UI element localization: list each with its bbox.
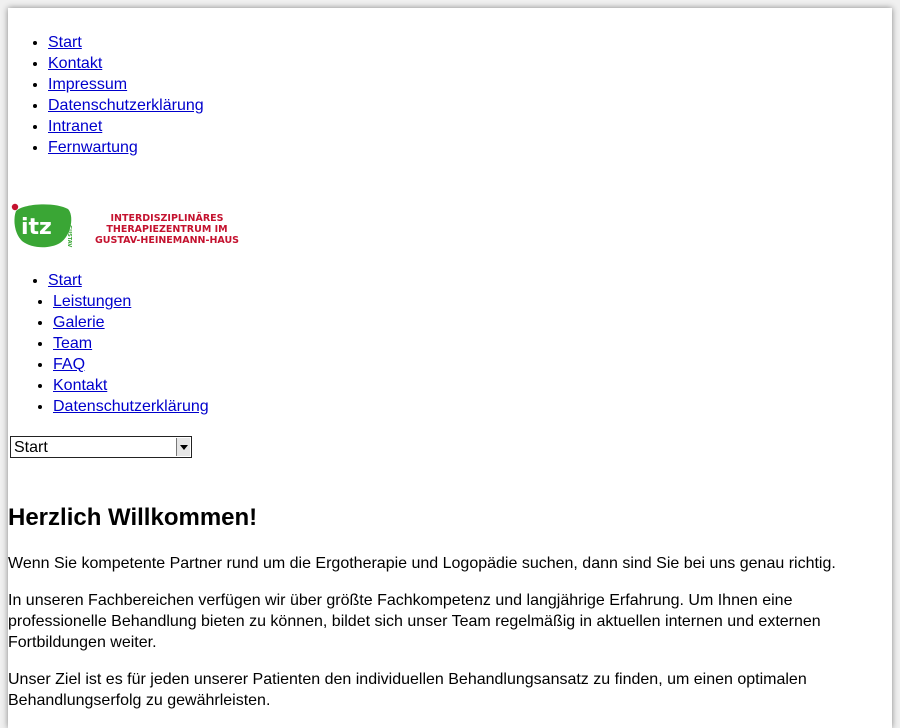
main-nav-link-faq[interactable]: FAQ bbox=[53, 356, 86, 373]
main-nav-link-galerie[interactable]: Galerie bbox=[53, 314, 105, 331]
top-nav-link-impressum[interactable]: Impressum bbox=[48, 76, 128, 93]
main-nav-link-start[interactable]: Start bbox=[48, 272, 82, 289]
main-nav-item bbox=[48, 270, 209, 417]
top-nav-item bbox=[48, 137, 204, 158]
main-nav-item bbox=[53, 333, 209, 354]
site-logo-link[interactable] bbox=[10, 201, 260, 253]
logo-line-2: THERAPIEZENTRUM IM bbox=[106, 224, 228, 235]
main-nav-item bbox=[53, 375, 209, 396]
page-title: Herzlich Willkommen! bbox=[8, 504, 258, 531]
main-nav bbox=[48, 270, 209, 417]
top-nav-item bbox=[48, 95, 204, 116]
main-nav-link-datenschutz[interactable]: Datenschutzerklärung bbox=[53, 398, 209, 415]
top-nav-item bbox=[48, 32, 204, 53]
main-nav-link-leistungen[interactable]: Leistungen bbox=[53, 293, 132, 310]
itz-logo-mark bbox=[12, 204, 72, 248]
logo-line-3: GUSTAV-HEINEMANN-HAUS bbox=[94, 235, 240, 246]
goal-paragraph: Unser Ziel ist es für jeden unserer Patienten den individuellen Behandlungsansatz zu finden, um einen optimalen Behandlungserfolg zu gewährleisten. bbox=[8, 671, 807, 709]
page bbox=[8, 8, 892, 728]
chevron-down-icon bbox=[180, 445, 188, 450]
top-nav-item bbox=[48, 116, 204, 137]
top-nav-item bbox=[48, 74, 204, 95]
intro-paragraph: Wenn Sie kompetente Partner rund um die Ergotherapie und Logopädie suchen, dann sind Sie bei uns genau richtig. bbox=[8, 555, 836, 572]
logo-dot bbox=[12, 204, 18, 210]
mobile-nav-select[interactable] bbox=[10, 436, 192, 458]
logo-line-1: INTERDISZIPLINÄRES bbox=[110, 213, 224, 224]
main-nav-item bbox=[53, 396, 209, 417]
top-nav-item bbox=[48, 53, 204, 74]
top-nav bbox=[48, 32, 204, 158]
top-nav-link-intranet[interactable]: Intranet bbox=[48, 118, 103, 135]
mobile-nav-select-value: Start bbox=[14, 439, 48, 456]
main-nav-link-kontakt[interactable]: Kontakt bbox=[53, 377, 108, 394]
main-nav-item bbox=[53, 312, 209, 333]
expertise-paragraph: In unseren Fachbereichen verfügen wir über größte Fachkompetenz und langjährige Erfahrung. Um Ihnen eine professionelle Behandlung bieten zu können, bildet sich unser Team regelmäßig in aktuellen internen und externen Fortbildungen weiter. bbox=[8, 592, 821, 651]
mobile-nav-select-button[interactable] bbox=[176, 438, 190, 456]
top-nav-link-datenschutz[interactable]: Datenschutzerklärung bbox=[48, 97, 204, 114]
logo-side-text: GUSTAV bbox=[66, 225, 72, 248]
main-nav-submenu bbox=[48, 291, 209, 417]
main-nav-item bbox=[53, 291, 209, 312]
top-nav-link-kontakt[interactable]: Kontakt bbox=[48, 55, 103, 72]
main-nav-item bbox=[53, 354, 209, 375]
top-nav-link-start[interactable]: Start bbox=[48, 34, 82, 51]
itz-logo bbox=[10, 201, 260, 253]
main-nav-link-team[interactable]: Team bbox=[53, 335, 93, 352]
logo-wordmark bbox=[95, 213, 239, 246]
top-nav-link-fernwartung[interactable]: Fernwartung bbox=[48, 139, 138, 156]
logo-mark-text: itz bbox=[21, 215, 52, 240]
